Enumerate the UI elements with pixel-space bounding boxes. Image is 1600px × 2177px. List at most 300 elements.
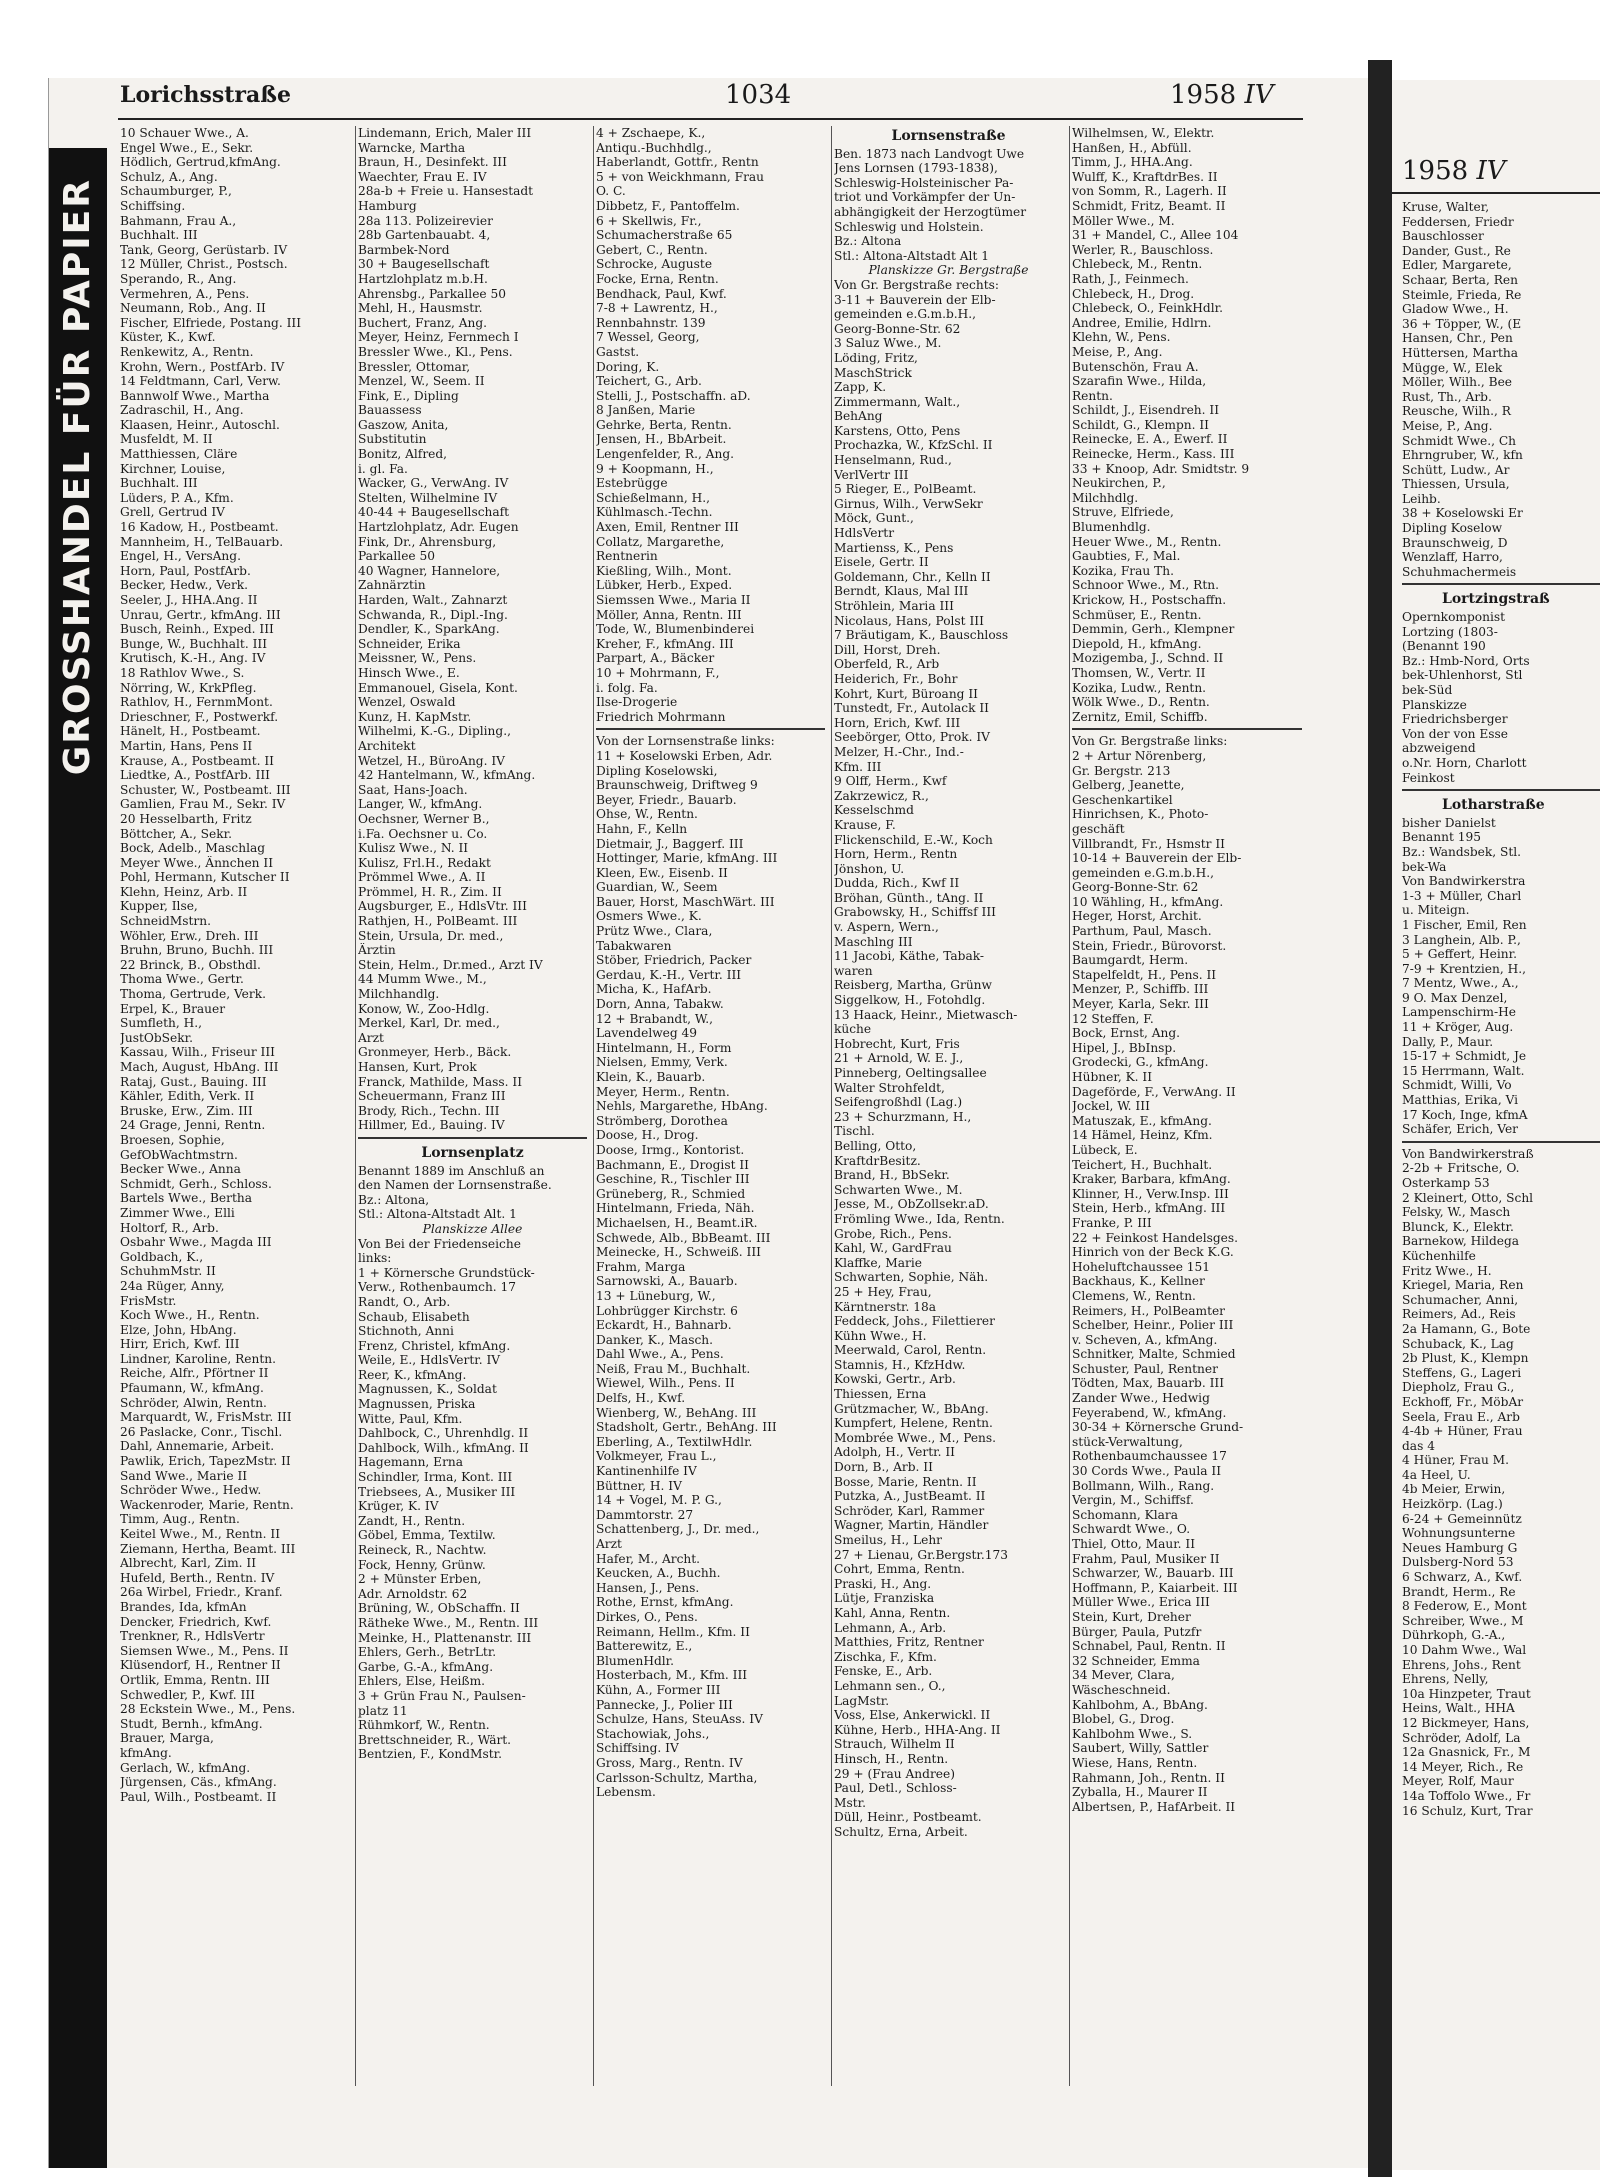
directory-entry: Schießelmann, H.,: [596, 490, 711, 505]
directory-entry: gemeinden e.G.m.b.H.,: [1072, 865, 1215, 880]
directory-entry: Weile, E., HdlsVertr. IV: [358, 1353, 501, 1368]
directory-entry: Bürger, Paula, Putzfr: [1072, 1624, 1202, 1639]
directory-entry: Parthum, Paul, Masch.: [1072, 924, 1212, 939]
directory-entry: Krohn, Wern., PostfArb. IV: [120, 359, 285, 374]
directory-entry: Hipel, J., BbInsp.: [1072, 1040, 1177, 1055]
section-divider: [1402, 583, 1600, 589]
directory-entry: Werler, R., Bauschloss.: [1072, 242, 1214, 257]
spine-text: GROSSHANDEL FÜR PAPIER: [57, 178, 98, 776]
directory-entry: Kohrt, Kurt, Büroang II: [834, 686, 978, 701]
directory-entry: 14a Toffolo Wwe., Fr: [1402, 1788, 1531, 1803]
directory-entry: Büttner, H. IV: [596, 1478, 682, 1493]
directory-entry: Nehls, Margarethe, HbAng.: [596, 1099, 768, 1114]
directory-entry: Kahlbohm, A., BbAng.: [1072, 1697, 1208, 1712]
directory-entry: Hanßen, H., Abfüll.: [1072, 140, 1192, 155]
directory-entry: Scheuermann, Franz III: [358, 1089, 506, 1104]
directory-entry: Beyer, Friedr., Bauarb.: [596, 792, 737, 807]
directory-entry: Frömling Wwe., Ida, Rentn.: [834, 1211, 1005, 1226]
directory-entry: 16 Kadow, H., Postbeamt.: [120, 520, 279, 535]
directory-entry: Schmidt, Gerh., Schloss.: [120, 1176, 272, 1191]
directory-entry: Wienberg, W., BehAng. III: [596, 1405, 757, 1420]
directory-entry: Zander Wwe., Hedwig: [1072, 1391, 1210, 1406]
directory-entry: Barnekow, Hildega: [1402, 1234, 1520, 1249]
directory-entry: Klein, K., Bauarb.: [596, 1070, 706, 1084]
directory-entry: Warncke, Martha: [358, 140, 466, 155]
directory-entry: Zandt, H., Rentn.: [358, 1513, 466, 1528]
directory-entry: 27 + Lienau, Gr.Bergstr.173: [834, 1547, 1009, 1562]
directory-entry: 2a Hamann, G., Bote: [1402, 1321, 1531, 1336]
directory-entry: Meyer, Heinz, Fernmech I: [358, 330, 519, 345]
directory-entry: Bauassess: [358, 403, 422, 418]
directory-entry: Schnitker, Malte, Schmied: [1072, 1347, 1236, 1362]
directory-entry: Rathlov, H., FernmMont.: [120, 695, 273, 710]
directory-entry: Mozigemba, J., Schnd. II: [1072, 651, 1224, 666]
directory-entry: Neues Hamburg G: [1402, 1540, 1518, 1555]
directory-entry: Sarnowski, A., Bauarb.: [596, 1274, 738, 1289]
directory-entry: Steimle, Frieda, Re: [1402, 287, 1522, 302]
directory-entry: Jesse, M., ObZollsekr.aD.: [834, 1197, 989, 1212]
directory-entry: Hartzlohplatz m.b.H.: [358, 271, 488, 286]
directory-entry: Barmbek-Nord: [358, 242, 450, 257]
directory-entry: Stöber, Friedrich, Packer: [596, 953, 752, 968]
directory-entry: Bock, Ernst, Ang.: [1072, 1026, 1181, 1041]
directory-entry: Schröder Wwe., Hedw.: [120, 1483, 262, 1498]
directory-entry: bek-Wa: [1402, 859, 1447, 874]
directory-entry: Kleen, Ew., Eisenb. II: [596, 865, 728, 880]
directory-entry: o.Nr. Horn, Charlott: [1402, 755, 1527, 770]
directory-entry: 10a Hinzpeter, Traut: [1402, 1686, 1531, 1701]
directory-entry: Kahl, W., GardFrau: [834, 1241, 952, 1256]
directory-entry: Hartzlohplatz, Adr. Eugen: [358, 520, 519, 535]
directory-entry: Löding, Fritz,: [834, 350, 918, 365]
directory-entry: 14 Feldtmann, Carl, Verw.: [120, 374, 281, 389]
directory-entry: Becker, Hedw., Verk.: [120, 578, 249, 593]
directory-entry: MaschStrick: [834, 365, 912, 380]
directory-entry: Gerlach, W., kfmAng.: [120, 1760, 251, 1775]
directory-entry: SchneidMstrn.: [120, 914, 211, 929]
directory-entry: Schumacherstraße 65: [596, 228, 733, 243]
directory-entry: Dietmair, J., Baggerf. III: [596, 836, 744, 851]
directory-entry: 34 Mever, Clara,: [1072, 1668, 1175, 1683]
directory-entry: Reinecke, E. A., Ewerf. II: [1072, 432, 1228, 447]
directory-entry: Ströhlein, Maria III: [834, 599, 954, 613]
directory-entry: Stein, Helm., Dr.med., Arzt IV: [358, 957, 543, 972]
directory-entry: Fink, Dr., Ahrensburg,: [358, 534, 497, 549]
directory-entry: Schulz, A., Ang.: [120, 169, 218, 184]
directory-entry: Wöhler, Erw., Dreh. III: [120, 928, 259, 943]
directory-entry: Rätheke Wwe., M., Rentn. III: [358, 1615, 539, 1630]
directory-entry: Gebert, C., Rentn.: [596, 242, 708, 257]
page-header: [120, 78, 1300, 112]
directory-entry: Bosse, Marie, Rentn. II: [834, 1474, 977, 1489]
directory-entry: Hansen, J., Pens.: [596, 1580, 700, 1595]
directory-entry: Grodecki, G., kfmAng.: [1072, 1055, 1209, 1070]
directory-entry: Dudda, Rich., Kwf II: [834, 876, 960, 891]
right-header-rule: [1392, 192, 1600, 194]
directory-entry: den Namen der Lornsenstraße.: [358, 1178, 552, 1193]
directory-entry: Kowski, Gertr., Arb.: [834, 1372, 956, 1387]
directory-entry: Harden, Walt., Zahnarzt: [358, 593, 508, 607]
directory-entry: Parkallee 50: [358, 549, 435, 564]
directory-entry: 7-9 + Krentzien, H.,: [1402, 961, 1526, 976]
directory-entry: Schildt, J., Eisendreh. II: [1072, 403, 1220, 418]
directory-entry: Martin, Hans, Pens II: [120, 738, 253, 753]
directory-entry: Franke, P. III: [1072, 1215, 1152, 1230]
directory-entry: Kirchner, Louise,: [120, 461, 226, 476]
directory-entry: Augsburger, E., HdlsVtr. III: [358, 899, 527, 914]
directory-entry: Hobrecht, Kurt, Fris: [834, 1036, 960, 1051]
directory-entry: Von der von Esse: [1402, 726, 1509, 741]
directory-entry: Siemsen Wwe., M., Pens. II: [120, 1643, 289, 1658]
directory-entry: Volkmeyer, Frau L.,: [596, 1449, 717, 1464]
directory-entry: O. C.: [596, 184, 626, 199]
directory-entry: Geschenkartikel: [1072, 792, 1173, 807]
directory-entry: Siggelkow, H., Fotohdlg.: [834, 993, 986, 1008]
directory-entry: 5 Rieger, E., PolBeamt.: [834, 482, 977, 497]
directory-entry: Schwedler, P., Kwf. III: [120, 1687, 255, 1702]
directory-entry: Bentzien, F., KondMstr.: [358, 1747, 502, 1762]
directory-entry: Grabowsky, H., Schiffsf III: [834, 905, 996, 920]
directory-entry: Stein, Herb., kfmAng. III: [1072, 1201, 1226, 1216]
directory-entry: 11 + Kröger, Aug.: [1402, 1020, 1514, 1035]
directory-entry: Unrau, Gertr., kfmAng. III: [120, 607, 281, 622]
directory-entry: bisher Danielst: [1402, 815, 1496, 830]
directory-entry: 9 Olff, Herm., Kwf: [834, 774, 947, 789]
directory-entry: 12 Müller, Christ., Postsch.: [120, 257, 288, 272]
directory-entry: Musfeldt, M. II: [120, 432, 213, 447]
directory-column-5: [1070, 126, 1308, 2086]
directory-entry: Bollmann, Wilh., Rang.: [1072, 1478, 1215, 1493]
directory-entry: Kozika, Ludw., Rentn.: [1072, 680, 1207, 695]
directory-entry: Walter Strohfeldt,: [834, 1080, 945, 1095]
directory-entry: 13 Haack, Heinr., Mietwasch-: [834, 1007, 1018, 1022]
directory-entry: Kumpfert, Helene, Rentn.: [834, 1416, 993, 1431]
directory-entry: Rothenbaumchaussee 17: [1072, 1449, 1227, 1464]
directory-entry: 32 Schneider, Emma: [1072, 1653, 1200, 1668]
directory-entry: Teichert, G., Arb.: [596, 374, 702, 389]
directory-entry: das 4: [1402, 1438, 1435, 1453]
directory-entry: Thiessen, Erna: [834, 1387, 927, 1402]
directory-entry: Blumenhdlg.: [1072, 520, 1151, 535]
directory-entry: Geschine, R., Tischler III: [596, 1172, 750, 1187]
directory-entry: Mehl, H., Hausmstr.: [358, 301, 483, 316]
directory-entry: Schuster, W., Postbeamt. III: [120, 782, 291, 797]
directory-entry: Hoffmann, P., Kaiarbeit. III: [1072, 1580, 1238, 1595]
directory-entry: Von Gr. Bergstraße rechts:: [834, 277, 999, 292]
directory-entry: Krüger, K. IV: [358, 1499, 439, 1514]
directory-entry: Fischer, Elfriede, Postang. III: [120, 315, 302, 330]
directory-entry: Keucken, A., Buchh.: [596, 1566, 721, 1581]
directory-entry: Dendler, K., SparkAng.: [358, 622, 500, 637]
directory-entry: Demmin, Gerh., Klempner: [1072, 622, 1235, 637]
directory-entry: Carlsson-Schultz, Martha,: [596, 1770, 758, 1785]
directory-entry: (Benannt 190: [1402, 639, 1486, 654]
directory-entry: Saubert, Willy, Sattler: [1072, 1741, 1209, 1756]
directory-entry: Zischka, F., Kfm.: [834, 1649, 937, 1664]
directory-entry: Kulisz, Frl.H., Redakt: [358, 855, 491, 870]
directory-entry: Brettschneider, R., Wärt.: [358, 1732, 512, 1747]
directory-entry: Rataj, Gust., Bauing. III: [120, 1074, 267, 1089]
directory-entry: Flickenschild, E.-W., Koch: [834, 832, 993, 847]
directory-entry: 10 + Mohrmann, F.,: [596, 665, 720, 680]
directory-entry: Fink, E., Dipling: [358, 388, 459, 403]
directory-entry: Meise, P., Ang.: [1072, 344, 1163, 359]
directory-entry: Strömberg, Dorothea: [596, 1113, 728, 1128]
directory-entry: Tunstedt, Fr., Autolack II: [834, 701, 989, 716]
directory-entry: Engel, H., VersAng.: [120, 549, 241, 564]
directory-entry: Brand, H., BbSekr.: [834, 1168, 950, 1183]
directory-entry: Gelberg, Jeanette,: [1072, 778, 1185, 793]
directory-entry: platz 11: [358, 1703, 408, 1718]
directory-entry: Heins, Walt., HHA: [1402, 1701, 1515, 1716]
directory-entry: Mannheim, H., TelBauarb.: [120, 534, 284, 549]
directory-entry: Hödlich, Gertrud,kfmAng.: [120, 155, 281, 170]
directory-entry: Rennbahnstr. 139: [596, 315, 706, 330]
directory-entry: Meinke, H., Plattenanstr. III: [358, 1630, 532, 1645]
directory-entry: 30 + Baugesellschaft: [358, 257, 490, 272]
directory-entry: Hosterbach, M., Kfm. III: [596, 1668, 748, 1683]
directory-entry: Feddersen, Friedr: [1402, 214, 1514, 229]
directory-entry: geschäft: [1072, 821, 1125, 836]
directory-entry: Ehlers, Else, Heißm.: [358, 1674, 486, 1689]
directory-entry: Lavendelweg 49: [596, 1026, 698, 1041]
directory-entry: Klüsendorf, H., Rentner II: [120, 1658, 281, 1673]
directory-entry: Batterewitz, E.,: [596, 1639, 693, 1654]
directory-entry: 12a Gnasnick, Fr., M: [1402, 1745, 1531, 1760]
directory-entry: Bz.: Wandsbek, Stl.: [1402, 844, 1522, 859]
directory-entry: Schwanda, R., Dipl.-Ing.: [358, 607, 508, 622]
directory-entry: Karstens, Otto, Pens: [834, 423, 961, 438]
directory-entry: Grützmacher, W., BbAng.: [834, 1401, 989, 1416]
directory-entry: Dipling Koselow: [1402, 521, 1503, 536]
directory-entry: Kassau, Wilh., Friseur III: [120, 1045, 275, 1060]
directory-entry: Reimers, Ad., Reis: [1402, 1307, 1516, 1322]
directory-entry: Wackenroder, Marie, Rentn.: [120, 1497, 294, 1512]
directory-entry: Osmers Wwe., K.: [596, 909, 702, 924]
directory-entry: Möller, Anna, Rentn. III: [596, 607, 742, 622]
directory-entry: Wiewel, Wilh., Pens. II: [596, 1376, 735, 1391]
directory-entry: Von Gr. Bergstraße links:: [1072, 734, 1228, 749]
directory-entry: Estebrügge: [596, 476, 668, 491]
directory-entry: 3-11 + Bauverein der Elb-: [834, 292, 996, 307]
directory-entry: Busch, Reinh., Exped. III: [120, 622, 274, 637]
directory-entry: Ziemann, Hertha, Beamt. III: [120, 1541, 296, 1556]
directory-entry: Matuszak, E., kfmAng.: [1072, 1113, 1212, 1128]
directory-entry: Felsky, W., Masch: [1402, 1205, 1511, 1220]
directory-entry: Seela, Frau E., Arb: [1402, 1409, 1520, 1424]
directory-entry: Ilse-Drogerie: [596, 695, 678, 710]
directory-entry: Ohse, W., Rentn.: [596, 807, 698, 822]
directory-entry: 3 Saluz Wwe., M.: [834, 336, 942, 351]
directory-entry: Bannwolf Wwe., Martha: [120, 388, 270, 403]
directory-entry: 40-44 + Baugesellschaft: [358, 505, 510, 520]
directory-entry: Hillmer, Ed., Bauing. IV: [358, 1118, 505, 1133]
directory-entry: Merkel, Karl, Dr. med.,: [358, 1016, 500, 1031]
street-heading: Lotharstraße: [1442, 797, 1545, 814]
directory-entry: Wilhelmsen, W., Elektr.: [1072, 126, 1215, 140]
directory-entry: Konow, W., Zoo-Hdlg.: [358, 1001, 490, 1016]
directory-entry: 22 + Feinkost Handelsges.: [1072, 1230, 1239, 1245]
directory-entry: Schmidt Wwe., Ch: [1402, 433, 1517, 448]
directory-entry: Schmüser, E., Rentn.: [1072, 607, 1202, 622]
directory-entry: 3 + Grün Frau N., Paulsen-: [358, 1688, 526, 1703]
directory-entry: Oberfeld, R., Arb: [834, 657, 940, 672]
directory-entry: Ehrens, Nelly,: [1402, 1672, 1489, 1687]
directory-entry: Brody, Rich., Techn. III: [358, 1103, 500, 1118]
directory-entry: 12 + Brabandt, W.,: [596, 1011, 714, 1026]
directory-entry: Schröder, Karl, Rammer: [834, 1503, 985, 1518]
directory-entry: 14 Meyer, Rich., Re: [1402, 1759, 1524, 1774]
directory-entry: Jönshon, U.: [834, 861, 905, 876]
directory-entry: Hirr, Erich, Kwf. III: [120, 1337, 240, 1352]
directory-entry: Stein, Friedr., Bürovorst.: [1072, 938, 1227, 953]
directory-entry: Kruse, Walter,: [1402, 200, 1490, 214]
directory-entry: Oechsner, Werner B.,: [358, 811, 490, 826]
directory-entry: Schultz, Erna, Arbeit.: [834, 1824, 968, 1839]
directory-entry: küche: [834, 1022, 872, 1037]
directory-entry: Gastst.: [596, 344, 640, 359]
directory-entry: Krause, F.: [834, 817, 896, 832]
directory-entry: 24a Rüger, Anny,: [120, 1278, 225, 1293]
directory-entry: Braun, H., Desinfekt. III: [358, 155, 507, 170]
directory-entry: Heiderich, Fr., Bohr: [834, 671, 958, 686]
directory-entry: Bunge, W., Buchhalt. III: [120, 636, 268, 651]
directory-entry: Drieschner, F., Postwerkf.: [120, 709, 279, 724]
directory-entry: Lindner, Karoline, Rentn.: [120, 1351, 276, 1366]
directory-entry: SchuhmMstr. II: [120, 1264, 216, 1279]
directory-entry: bek-Süd: [1402, 683, 1453, 697]
directory-entry: Jockel, W. III: [1072, 1099, 1150, 1114]
directory-entry: 6-24 + Gemeinnütz: [1402, 1511, 1522, 1526]
directory-entry: Ärztin: [358, 943, 396, 958]
directory-entry: 18 Rathlov Wwe., S.: [120, 665, 245, 680]
directory-entry: 28b Gartenbauabt. 4,: [358, 228, 491, 243]
directory-entry: Frahm, Marga: [596, 1259, 686, 1274]
directory-entry: Rentn.: [1072, 388, 1113, 403]
directory-entry: Paul, Wilh., Postbeamt. II: [120, 1789, 277, 1804]
directory-entry: Triebsees, A., Musiker III: [358, 1484, 516, 1499]
directory-entry: 20 Hesselbarth, Fritz: [120, 811, 252, 826]
directory-entry: Marquardt, W., FrisMstr. III: [120, 1410, 292, 1425]
directory-entry: 4b Meier, Erwin,: [1402, 1482, 1506, 1497]
directory-entry: Hübner, K. II: [1072, 1070, 1153, 1084]
directory-entry: Buchhalt. III: [120, 476, 198, 491]
directory-entry: Schröder, Alwin, Rentn.: [120, 1395, 267, 1410]
directory-entry: Frahm, Paul, Musiker II: [1072, 1551, 1220, 1566]
directory-entry: Langer, W., kfmAng.: [358, 797, 483, 812]
directory-entry: 2 + Münster Erben,: [358, 1572, 482, 1587]
directory-entry: Hamburg: [358, 198, 417, 213]
directory-entry: Buchert, Franz, Ang.: [358, 315, 488, 330]
directory-entry: 7-8 + Lawrentz, H.,: [596, 301, 718, 316]
directory-column-1: [118, 126, 356, 2086]
directory-entry: BehAng: [834, 409, 883, 424]
directory-entry: Schwardt Wwe., O.: [1072, 1522, 1191, 1537]
directory-entry: 17 Koch, Inge, kfmA: [1402, 1107, 1528, 1122]
directory-entry: Tischl.: [834, 1124, 875, 1139]
directory-entry: Eckardt, H., Bahnarb.: [596, 1318, 732, 1333]
directory-entry: Engel Wwe., E., Sekr.: [120, 140, 254, 155]
directory-entry: 4 + Zschaepe, K.,: [596, 126, 706, 140]
directory-entry: FrisMstr.: [120, 1293, 177, 1308]
directory-entry: Doose, H., Drog.: [596, 1128, 699, 1143]
directory-entry: 11 Jacobi, Käthe, Tabak-: [834, 949, 985, 964]
directory-entry: Dander, Gust., Re: [1402, 243, 1511, 258]
directory-entry: Hoheluftchaussee 151: [1072, 1259, 1211, 1274]
directory-entry: 4-4b + Hüner, Frau: [1402, 1424, 1523, 1439]
directory-entry: Hinsch Wwe., E.: [358, 665, 460, 680]
directory-entry: Stadsholt, Gertr., BehAng. III: [596, 1420, 777, 1435]
directory-entry: Grobe, Rich., Pens.: [834, 1226, 952, 1241]
directory-entry: 5 + Geffert, Heinr.: [1402, 947, 1517, 962]
directory-entry: Vermehren, A., Pens.: [120, 286, 250, 301]
directory-entry: Kärntnerstr. 18a: [834, 1299, 936, 1314]
directory-entry: Schumacher, Anni,: [1402, 1292, 1519, 1307]
directory-entry: Praski, H., Ang.: [834, 1576, 932, 1591]
directory-entry: Doring, K.: [596, 359, 660, 374]
directory-entry: Neumann, Rob., Ang. II: [120, 301, 266, 316]
directory-entry: Friedrich Mohrmann: [596, 709, 726, 724]
directory-entry: Zimmer Wwe., Elli: [120, 1205, 235, 1220]
directory-entry: Lüders, P. A., Kfm.: [120, 490, 234, 505]
directory-entry: Bachmann, E., Drogist II: [596, 1157, 749, 1172]
directory-entry: Liedtke, A., PostfArb. III: [120, 768, 270, 783]
directory-entry: Meinecke, H., Schweiß. III: [596, 1245, 761, 1260]
directory-entry: Meyer, Herm., Rentn.: [596, 1084, 730, 1099]
directory-entry: Stl.: Altona-Altstadt Alt 1: [834, 248, 989, 263]
directory-entry: Paul, Detl., Schloss-: [834, 1781, 957, 1796]
directory-entry: Pawlik, Erich, TapezMstr. II: [120, 1454, 291, 1469]
directory-entry: Rust, Th., Arb.: [1402, 389, 1492, 404]
directory-entry: Feddeck, Johs., Filettierer: [834, 1314, 995, 1329]
directory-entry: Grell, Gertrud IV: [120, 505, 225, 520]
directory-entry: Hintelmann, H., Form: [596, 1040, 732, 1055]
directory-entry: Neukirchen, P.,: [1072, 476, 1166, 491]
directory-entry: Milchhandlg.: [358, 987, 440, 1002]
directory-entry: Hafer, M., Archt.: [596, 1551, 701, 1566]
directory-entry: Matthiessen, Cläre: [120, 447, 238, 462]
directory-entry: Leihb.: [1402, 491, 1441, 506]
directory-entry: Schrocke, Auguste: [596, 257, 713, 272]
directory-entry: Adolph, H., Vertr. II: [834, 1445, 955, 1460]
next-page-fragment: [1392, 80, 1600, 2170]
directory-entry: Smeilus, H., Lehr: [834, 1533, 942, 1547]
directory-entry: Düll, Heinr., Postbeamt.: [834, 1810, 982, 1825]
directory-entry: Fenske, E., Arb.: [834, 1664, 933, 1679]
directory-entry: Möller, Wilh., Bee: [1402, 375, 1513, 390]
directory-entry: Küchenhilfe: [1402, 1248, 1476, 1263]
directory-entry: Menzer, P., Schiffb. III: [1072, 982, 1209, 997]
directory-entry: Lehmann sen., O.,: [834, 1678, 946, 1693]
directory-entry: Kahl, Anna, Rentn.: [834, 1605, 951, 1620]
directory-entry: Stapelfeldt, H., Pens. II: [1072, 967, 1217, 982]
directory-entry: Lütje, Franziska: [834, 1591, 935, 1606]
directory-entry: Planskizze: [1402, 697, 1467, 712]
directory-entry: Garbe, G.-A., kfmAng.: [358, 1659, 494, 1674]
directory-entry: Elze, John, HbAng.: [120, 1322, 237, 1337]
directory-entry: Schreiber, Wwe., M: [1402, 1613, 1524, 1628]
directory-entry: Osterkamp 53: [1402, 1176, 1490, 1190]
directory-entry: Andree, Emilie, Hdlrn.: [1072, 315, 1212, 330]
directory-entry: Baumgardt, Herm.: [1072, 953, 1189, 968]
directory-entry: 33 + Knoop, Adr. Smidtstr. 9: [1072, 461, 1250, 476]
directory-entry: Kantinenhilfe IV: [596, 1464, 697, 1479]
directory-entry: Stein, Ursula, Dr. med.,: [358, 928, 504, 943]
directory-entry: Keitel Wwe., M., Rentn. II: [120, 1527, 281, 1541]
directory-entry: Parpart, A., Bäcker: [596, 651, 715, 666]
directory-entry: Putzka, A., JustBeamt. II: [834, 1489, 986, 1504]
directory-entry: Schnoor Wwe., M., Rtn.: [1072, 578, 1219, 593]
